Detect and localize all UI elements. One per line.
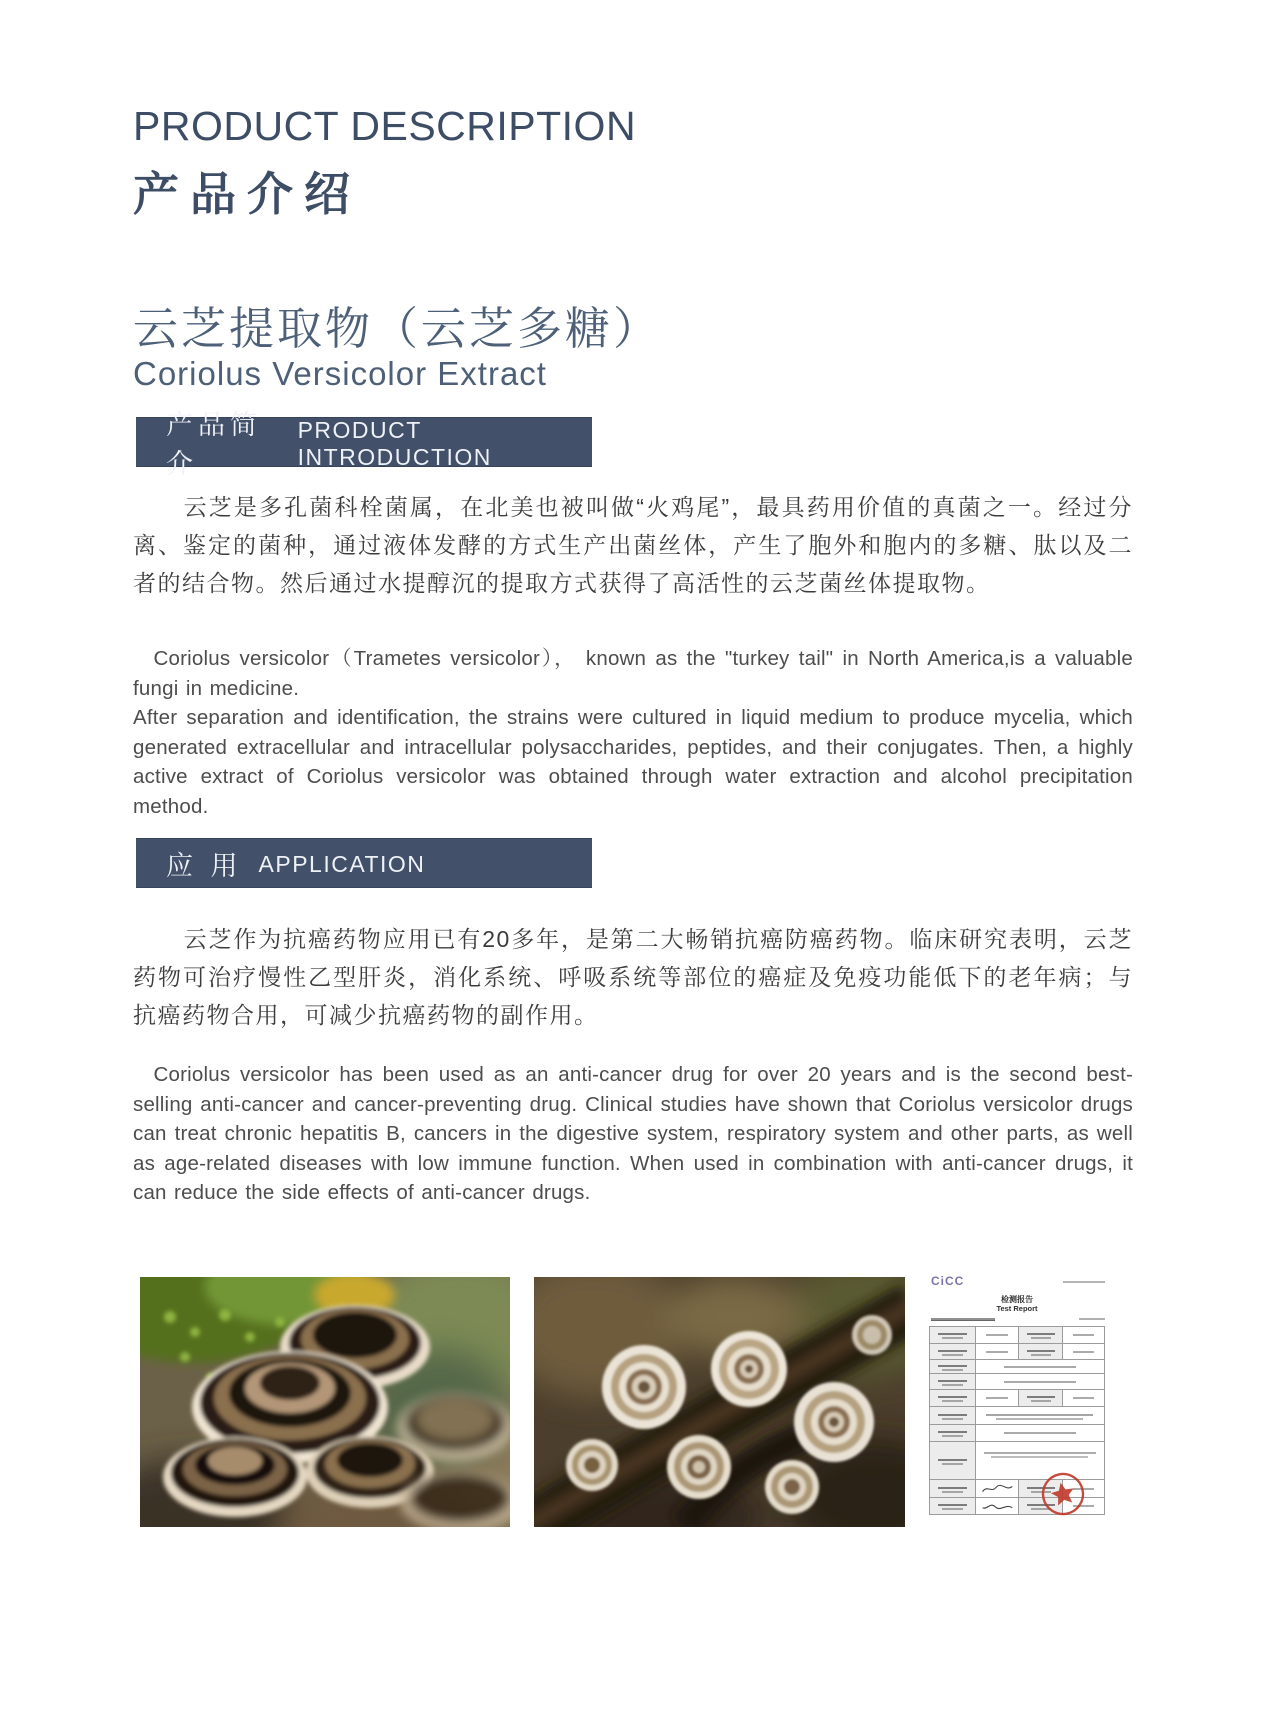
report-code-placeholder: [1063, 1281, 1105, 1283]
signature-icon: [980, 1500, 1014, 1512]
intro-paragraph-zh-text: 云芝是多孔菌科栓菌属，在北美也被叫做“火鸡尾”，最具药用价值的真菌之一。经过分离、鉴定的菌种，通过液体发酵的方式生产出菌丝体，产生了胞外和胞内的多糖、肽以及二者的结合物。然后通过水提醇沉的提取方式获得了高活性的云芝菌丝体提取物。: [133, 494, 1133, 596]
intro-paragraph-zh: [133, 488, 1133, 602]
section-banner-application: [136, 838, 592, 888]
signature-icon: [980, 1483, 1014, 1495]
turkey-tail-white-image: [534, 1277, 905, 1527]
photo-turkey-tail-white: [534, 1277, 905, 1527]
report-number-placeholder: [931, 1318, 995, 1321]
banner-label-en: PRODUCT INTRODUCTION: [297, 416, 492, 470]
table-row: [930, 1360, 1105, 1374]
banner-label-zh: 应 用: [166, 850, 243, 881]
table-row: [930, 1390, 1105, 1407]
product-name-en: Coriolus Versicolor Extract: [133, 355, 547, 392]
report-number-row: [929, 1316, 1105, 1322]
page-title-en: PRODUCT DESCRIPTION: [133, 103, 637, 149]
photo-turkey-tail-dark: [140, 1277, 510, 1527]
page-title-zh: 产品介绍: [133, 168, 361, 220]
section-banner-product-introduction: [136, 410, 592, 479]
application-paragraph-zh-text: 云芝作为抗癌药物应用已有20多年，是第二大畅销抗癌防癌药物。临床研究表明，云芝药物可治疗慢性乙型肝炎，消化系统、呼吸系统等部位的癌症及免疫功能低下的老年病；与抗癌药物合用，可减少抗癌药物的副作用。: [133, 926, 1133, 1028]
report-page-placeholder: [1079, 1318, 1105, 1320]
table-row: [930, 1407, 1105, 1425]
table-row: [930, 1327, 1105, 1344]
application-paragraph-en: [133, 1060, 1133, 1208]
turkey-tail-dark-image: [140, 1277, 510, 1527]
application-paragraph-en-text: Coriolus versicolor has been used as an anti-cancer drug for over 20 years and is the second best-selling anti-cancer and cancer-preventing drug. Clinical studies have shown that Coriolus versicolor drugs can treat chronic hepatitis B, cancers in the digestive system, respiratory system and other parts, as well as age-related diseases with low immune function. When used in combination with anti-cancer drugs, it can reduce the side effects of anti-cancer drugs.: [133, 1063, 1133, 1204]
intro-paragraph-en-part2: After separation and identification, the strains were cultured in liquid medium to produce mycelia, which generated extracellular and intracellular polysaccharides, peptides, and their conjugates. Then, a highly active extract of Coriolus versicolor was obtained through water extraction and alcohol precipitation method.: [133, 706, 1133, 818]
cicc-logo: CiCC: [931, 1274, 965, 1288]
table-row: [930, 1344, 1105, 1360]
application-paragraph-zh: [133, 920, 1133, 1034]
table-row: [930, 1374, 1105, 1390]
product-name-zh: 云芝提取物（云芝多糖）: [133, 303, 662, 354]
report-header: [929, 1274, 1105, 1288]
test-report-document: [929, 1258, 1105, 1522]
red-seal-stamp-icon: [1035, 1466, 1092, 1523]
table-row: [930, 1425, 1105, 1442]
intro-paragraph-en-part1: Coriolus versicolor（Trametes versicolor）， known as the "turkey tail" in North America,is a valuable fungi in medicine.: [133, 647, 1133, 700]
report-title-en: Test Report: [996, 1304, 1038, 1313]
report-title-zh: 检测报告: [1001, 1295, 1033, 1304]
banner-label-en: APPLICATION: [258, 851, 426, 877]
banner-label-zh: 产品简介: [166, 410, 262, 479]
intro-paragraph-en: [133, 644, 1133, 821]
